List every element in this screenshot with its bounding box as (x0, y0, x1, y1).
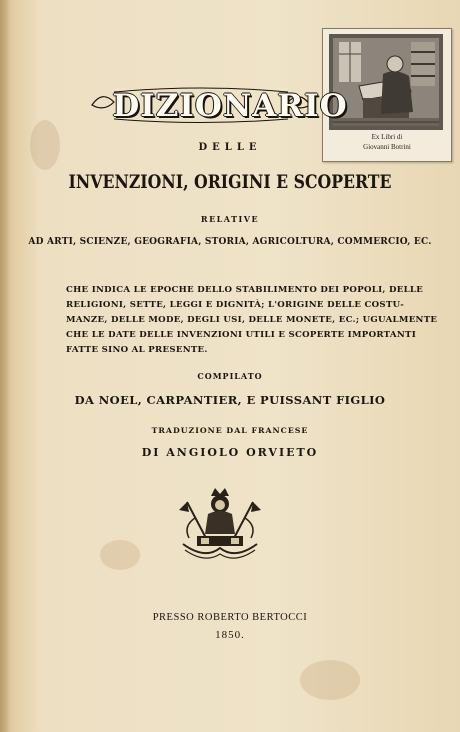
translation-label: TRADUZIONE DAL FRANCESE (151, 426, 309, 435)
foxing-spot (300, 660, 360, 700)
publication-year: 1850. (215, 629, 245, 641)
description-line: MANZE, DELLE MODE, DEGLI USI, DELLE MONETE, EC.; UGUALMENTE (66, 315, 438, 325)
bookplate-owner: Giovanni Botrini (363, 143, 411, 151)
title-delle: DELLE (198, 142, 262, 153)
authors: DA NOEL, CARPANTIER, E PUISSANT FIGLIO (74, 393, 386, 407)
translator: DI ANGIOLO ORVIETO (141, 446, 319, 459)
description-line: CHE INDICA LE EPOCHE DELLO STABILIMENTO DEI POPOLI, DELLE (66, 285, 424, 295)
foxing-spot (100, 540, 140, 570)
main-title: INVENZIONI, ORIGINI E SCOPERTE (68, 171, 392, 193)
description-line: FATTE SINO AL PRESENTE. (66, 345, 208, 355)
compilato-label: COMPILATO (197, 371, 263, 381)
title-dizionario: DIZIONARIO (112, 88, 348, 124)
description-line: CHE LE DATE DELLE INVENZIONI UTILI E SCOPERTE IMPORTANTI (66, 330, 417, 340)
description-line: RELIGIONI, SETTE, LEGGI E DIGNITÀ; L'ORIGINE DELLE COSTU- (66, 300, 405, 310)
publisher: PRESSO ROBERTO BERTOCCI (152, 612, 308, 623)
printer-vignette-emblem (175, 482, 265, 564)
subjects-line: AD ARTI, SCIENZE, GEOGRAFIA, STORIA, AGRICOLTURA, COMMERCIO, EC. (28, 236, 432, 247)
bookplate-ex-libris: Ex Libri di (371, 133, 403, 141)
title-relative: RELATIVE (200, 214, 260, 224)
description-paragraph (66, 283, 438, 358)
